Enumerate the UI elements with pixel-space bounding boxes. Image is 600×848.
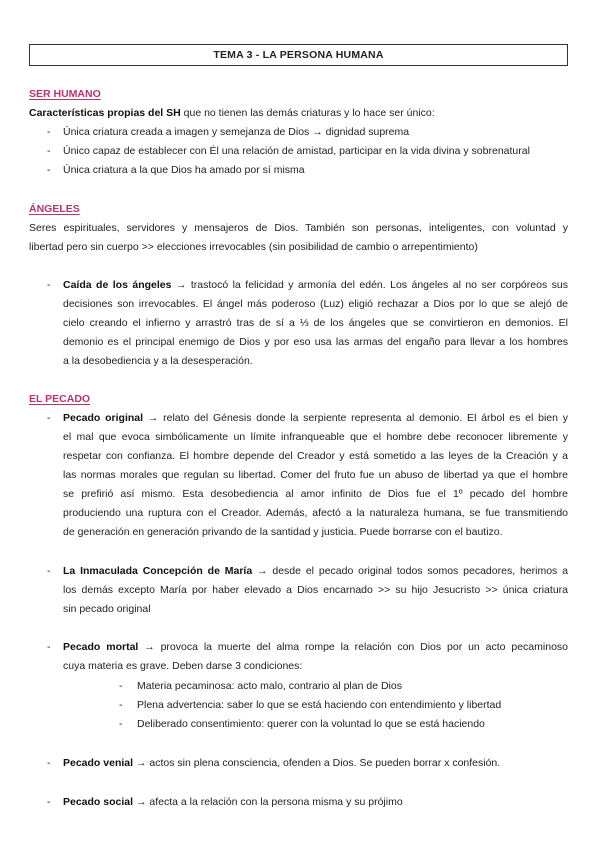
intro-rest: que no tienen las demás criaturas y lo hace ser único: xyxy=(180,107,435,119)
bullet-dash: - xyxy=(47,164,51,176)
inmaculada-text: → desde el pecado original todos somos pecadores, herimos a xyxy=(252,565,568,577)
bullet-dash: - xyxy=(47,126,51,138)
pecado-venial-text: → actos sin plena consciencia, ofenden a Dios. Se pueden borrar x confesión. xyxy=(133,757,501,769)
sub-bullet-dash: - xyxy=(119,680,123,692)
sub-list-item: Plena advertencia: saber lo que se está haciendo con entendimiento y libertad xyxy=(137,699,502,711)
pecado-venial-bold: Pecado venial xyxy=(63,757,134,769)
caida-text: → trastocó la felicidad y armonía del edén. Los ángeles al no ser corpóreos sus xyxy=(171,279,568,291)
caida-line: cielo creando el infierno y arrastró tras de sí a ⅓ de los ángeles que se convirtieron en demonios. El xyxy=(63,317,568,329)
inmaculada-bold: La Inmaculada Concepción de María xyxy=(63,565,253,577)
bullet-dash: - xyxy=(47,279,51,291)
pecado-original-line: se prefirió así mismo. Esta desobediencia al amor infinito de Dios fue el 1º pecado del hombre xyxy=(63,488,568,500)
list-item: Única criatura a la que Dios ha amado por sí misma xyxy=(63,164,305,176)
pecado-mortal-text: → provoca la muerte del alma rompe la relación con Dios por un acto pecaminoso xyxy=(138,641,568,653)
inmaculada-line xyxy=(63,565,568,578)
bullet-dash: - xyxy=(47,412,51,424)
page-title: TEMA 3 - LA PERSONA HUMANA xyxy=(29,44,568,66)
pecado-original-line: las normas morales que regulan su libertad. Comer del fruto fue un abuso de libertad ya que el hombre xyxy=(63,469,568,481)
sub-list-item: Materia pecaminosa: acto malo, contrario al plan de Dios xyxy=(137,680,402,692)
pecado-social-line xyxy=(63,796,403,809)
pecado-mortal-line: cuya materia es grave. Deben darse 3 condiciones: xyxy=(63,660,303,672)
sub-list-item: Deliberado consentimiento: querer con la voluntad lo que se está haciendo xyxy=(137,718,485,730)
pecado-original-line: respetar con confianza. El hombre depende del Creador y está sometido a las leyes de la Creación y a xyxy=(63,450,568,462)
heading-ser-humano: SER HUMANO xyxy=(29,88,101,100)
angeles-text-line: Seres espirituales, servidores y mensajeros de Dios. También son personas, inteligentes, con voluntad y xyxy=(29,222,568,234)
caida-line: a la desobediencia y a la desesperación. xyxy=(63,355,253,367)
list-item: Única criatura creada a imagen y semejanza de Dios → dignidad suprema xyxy=(63,126,410,138)
sub-bullet-dash: - xyxy=(119,699,123,711)
caida-line xyxy=(63,279,568,292)
pecado-venial-line xyxy=(63,757,500,770)
inmaculada-line: los demás excepto María por haber elevado a Dios encarnado >> su hijo Jesucristo >> única criatura xyxy=(63,584,568,596)
angeles-text-line: libertad pero sin cuerpo >> elecciones irrevocables (sin posibilidad de cambio o arrepentimiento) xyxy=(29,241,478,253)
intro-bold: Características propias del SH xyxy=(29,107,181,119)
ser-humano-intro xyxy=(29,107,435,120)
pecado-social-bold: Pecado social xyxy=(63,796,134,808)
pecado-original-line: de generación en generación privando de la santidad y justicia. Puede borrarse con el bautizo. xyxy=(63,526,503,538)
bullet-dash: - xyxy=(47,641,51,653)
pecado-original-text: → relato del Génesis donde la serpiente representa al demonio. El árbol es el bien y xyxy=(143,412,569,424)
bullet-dash: - xyxy=(47,565,51,577)
pecado-mortal-bold: Pecado mortal xyxy=(63,641,139,653)
heading-el-pecado: EL PECADO xyxy=(29,393,91,405)
pecado-original-line: el mal que evoca simbólicamente un límite infranqueable que el hombre debe reconocer libremente y xyxy=(63,431,568,443)
list-item: Único capaz de establecer con Él una relación de amistad, participar en la vida divina y sobrenatural xyxy=(63,145,530,157)
caida-bold: Caída de los ángeles xyxy=(63,279,172,291)
pecado-original-line xyxy=(63,412,568,425)
bullet-dash: - xyxy=(47,757,51,769)
bullet-dash: - xyxy=(47,145,51,157)
sub-bullet-dash: - xyxy=(119,718,123,730)
caida-line: demonio es el principal enemigo de Dios y por eso usa las armas del engaño para llevar a los hombres xyxy=(63,336,568,348)
inmaculada-line: sin pecado original xyxy=(63,603,151,615)
bullet-dash: - xyxy=(47,796,51,808)
pecado-original-bold: Pecado original xyxy=(63,412,144,424)
pecado-original-line: produciendo una ruptura con el Creador. Además, afectó a la naturaleza humana, se fue transmitiendo xyxy=(63,507,568,519)
caida-line: decisiones son irrevocables. El ángel más poderoso (Luz) eligió rechazar a Dios por lo que se alejó de xyxy=(63,298,568,310)
pecado-mortal-line xyxy=(63,641,568,654)
pecado-social-text: → afecta a la relación con la persona misma y su prójimo xyxy=(133,796,403,808)
heading-angeles: ÁNGELES xyxy=(29,203,80,215)
